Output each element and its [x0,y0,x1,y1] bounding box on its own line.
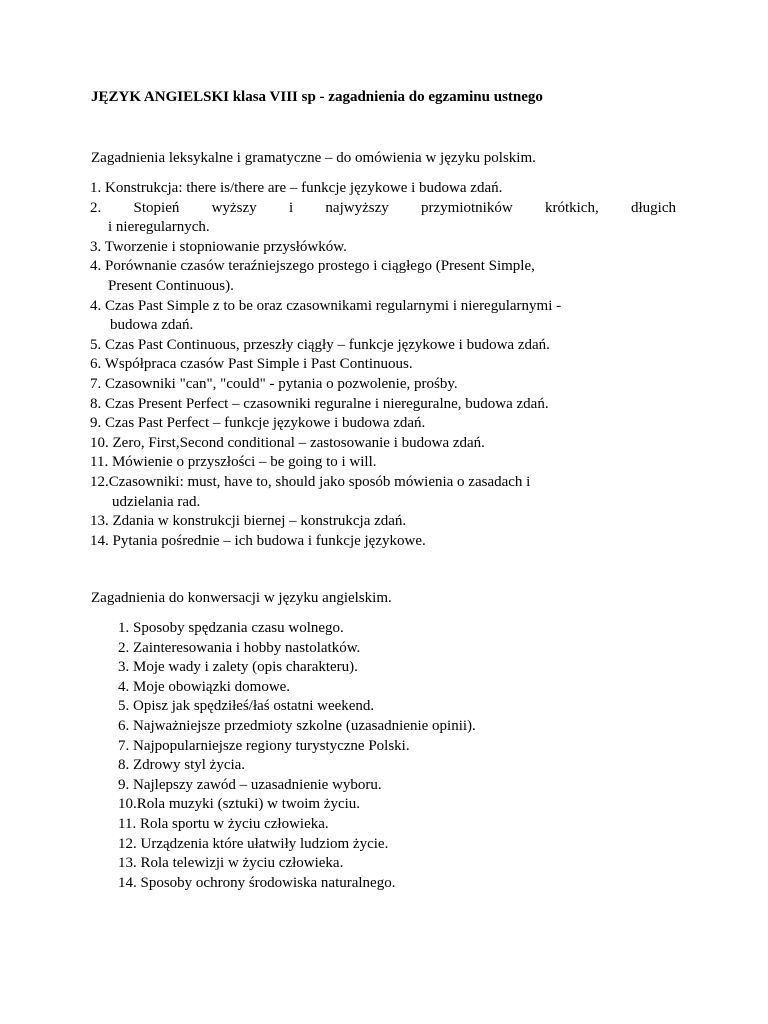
list-item: 1. Sposoby spędzania czasu wolnego. [118,620,344,636]
list-item: 4. Czas Past Simple z to be oraz czasownikami regularnymi i nieregularnymi - [90,297,562,314]
list-item: 5. Opisz jak spędziłeś/łaś ostatni weekend. [118,698,375,715]
grammar-topics-list [90,178,676,550]
list-item: 9. Najlepszy zawód – uzasadnienie wyboru. [118,776,382,793]
list-item-continuation: Present Continuous). [108,277,234,294]
list-item: 10.Rola muzyki (sztuki) w twoim życiu. [118,796,361,813]
list-item: 8. Zdrowy styl życia. [118,757,246,774]
list-item: 10. Zero, First,Second conditional – zastosowanie i budowa zdań. [90,434,485,451]
list-item: 9. Czas Past Perfect – funkcje językowe i budowa zdań. [90,415,426,432]
list-item: 3. Tworzenie i stopniowanie przysłówków. [90,238,347,255]
list-item: 12.Czasowniki: must, have to, should jako sposób mówienia o zasadach i [90,473,531,490]
list-item: 4. Porównanie czasów teraźniejszego prostego i ciągłego (Present Simple, [90,258,535,275]
conversation-topics-list [118,618,678,892]
document-title: JĘZYK ANGIELSKI klasa VIII sp - zagadnienia do egzaminu ustnego [91,89,543,105]
list-item: 1. Konstrukcja: there is/there are – funkcje językowe i budowa zdań. [90,180,503,196]
list-item: 5. Czas Past Continuous, przeszły ciągły – funkcje językowe i budowa zdań. [90,336,550,353]
list-item: 12. Urządzenia które ułatwiły ludziom życie. [118,835,389,852]
list-item: 8. Czas Present Perfect – czasowniki reguralne i niereguralne, budowa zdań. [90,395,549,412]
list-item: 6. Współpraca czasów Past Simple i Past Continuous. [90,356,413,373]
list-item: 13. Zdania w konstrukcji biernej – konstrukcja zdań. [90,513,407,530]
list-item: 14. Sposoby ochrony środowiska naturalnego. [118,874,396,891]
list-item: 13. Rola telewizji w życiu człowieka. [118,855,344,872]
list-item: 7. Najpopularniejsze regiony turystyczne Polski. [118,737,410,754]
list-item: 2. Stopień wyższy i najwyższy przymiotników krótkich, długich [90,199,676,216]
section-grammar-intro: Zagadnienia leksykalne i gramatyczne – do omówienia w języku polskim. [91,150,536,166]
list-item: 11. Rola sportu w życiu człowieka. [118,815,329,832]
section-conversation-intro: Zagadnienia do konwersacji w języku angielskim. [91,590,392,606]
list-item: 7. Czasowniki "can", "could" - pytania o pozwolenie, prośby. [90,375,458,392]
list-item: 11. Mówienie o przyszłości – be going to i will. [90,454,377,471]
list-item: 2. Zainteresowania i hobby nastolatków. [118,639,361,656]
list-item-continuation: udzielania rad. [112,493,201,510]
list-item: 14. Pytania pośrednie – ich budowa i funkcje językowe. [90,532,426,549]
list-item-continuation: budowa zdań. [110,317,194,334]
list-item: 6. Najważniejsze przedmioty szkolne (uzasadnienie opinii). [118,717,476,734]
list-item: 3. Moje wady i zalety (opis charakteru). [118,659,358,676]
list-item: 4. Moje obowiązki domowe. [118,678,291,695]
list-item-continuation: i nieregularnych. [108,219,210,236]
